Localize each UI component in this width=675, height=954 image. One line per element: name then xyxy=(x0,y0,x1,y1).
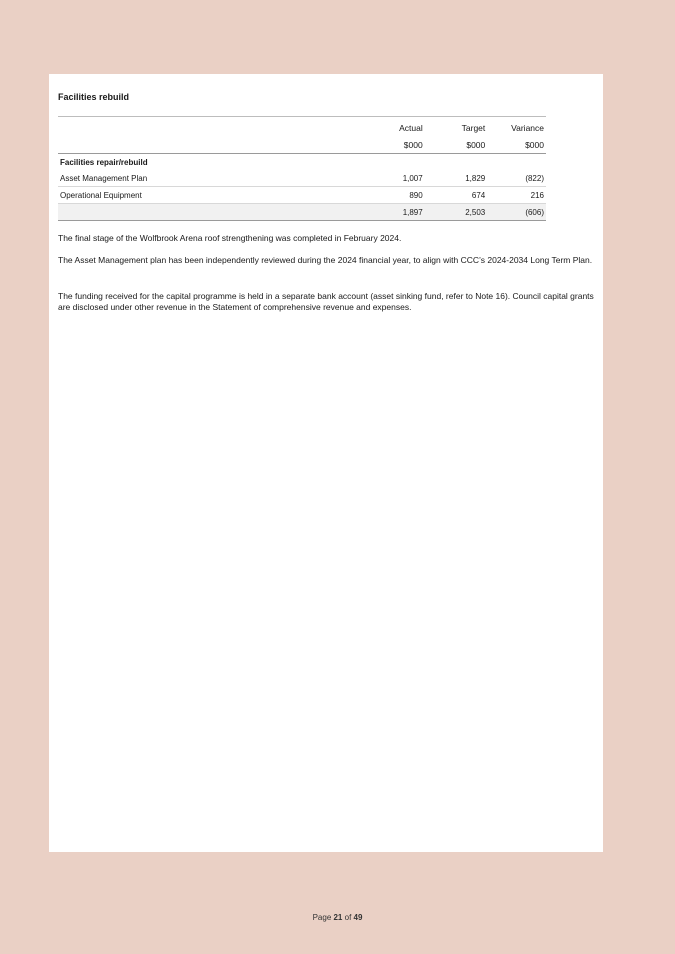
table-group-row xyxy=(58,154,546,171)
total-label xyxy=(58,204,343,221)
unit-actual: $000 xyxy=(343,137,422,154)
table-header-row xyxy=(58,117,546,138)
total-actual: 1,897 xyxy=(343,204,422,221)
paragraph-roof: The final stage of the Wolfbrook Arena roof strengthening was completed in February 2024. xyxy=(58,233,402,243)
paragraph-funding: The funding received for the capital programme is held in a separate bank account (asset sinking fund, refer to Note 16). Council capital grants are disclosed under other revenue in the Statement of comprehensive revenue and expenses. xyxy=(58,291,594,312)
unit-variance: $000 xyxy=(485,137,546,154)
row-label: Asset Management Plan xyxy=(58,170,343,187)
row-actual: 1,007 xyxy=(343,170,422,187)
table-row xyxy=(58,187,546,204)
row-label: Operational Equipment xyxy=(58,187,343,204)
table-units-row xyxy=(58,137,546,154)
table-total-row xyxy=(58,204,546,221)
row-variance: (822) xyxy=(485,170,546,187)
header-variance: Variance xyxy=(485,117,546,138)
table-row xyxy=(58,170,546,187)
page-footer xyxy=(0,913,675,922)
row-actual: 890 xyxy=(343,187,422,204)
header-target: Target xyxy=(423,117,486,138)
row-target: 674 xyxy=(423,187,486,204)
row-variance: 216 xyxy=(485,187,546,204)
total-variance: (606) xyxy=(485,204,546,221)
footer-prefix: Page xyxy=(312,913,334,922)
footer-total-pages: 49 xyxy=(353,913,363,922)
section-title: Facilities rebuild xyxy=(58,92,130,102)
footer-current-page: 21 xyxy=(333,913,343,922)
facilities-table xyxy=(58,116,546,221)
paragraph-asset-plan: The Asset Management plan has been independently reviewed during the 2024 financial year, to align with CCC’s 2024-2034 Long Term Plan. xyxy=(58,255,593,265)
header-actual: Actual xyxy=(343,117,422,138)
group-label: Facilities repair/rebuild xyxy=(60,157,148,167)
document-page xyxy=(49,74,603,852)
total-target: 2,503 xyxy=(423,204,486,221)
unit-target: $000 xyxy=(423,137,486,154)
row-target: 1,829 xyxy=(423,170,486,187)
footer-middle: of xyxy=(342,913,354,922)
